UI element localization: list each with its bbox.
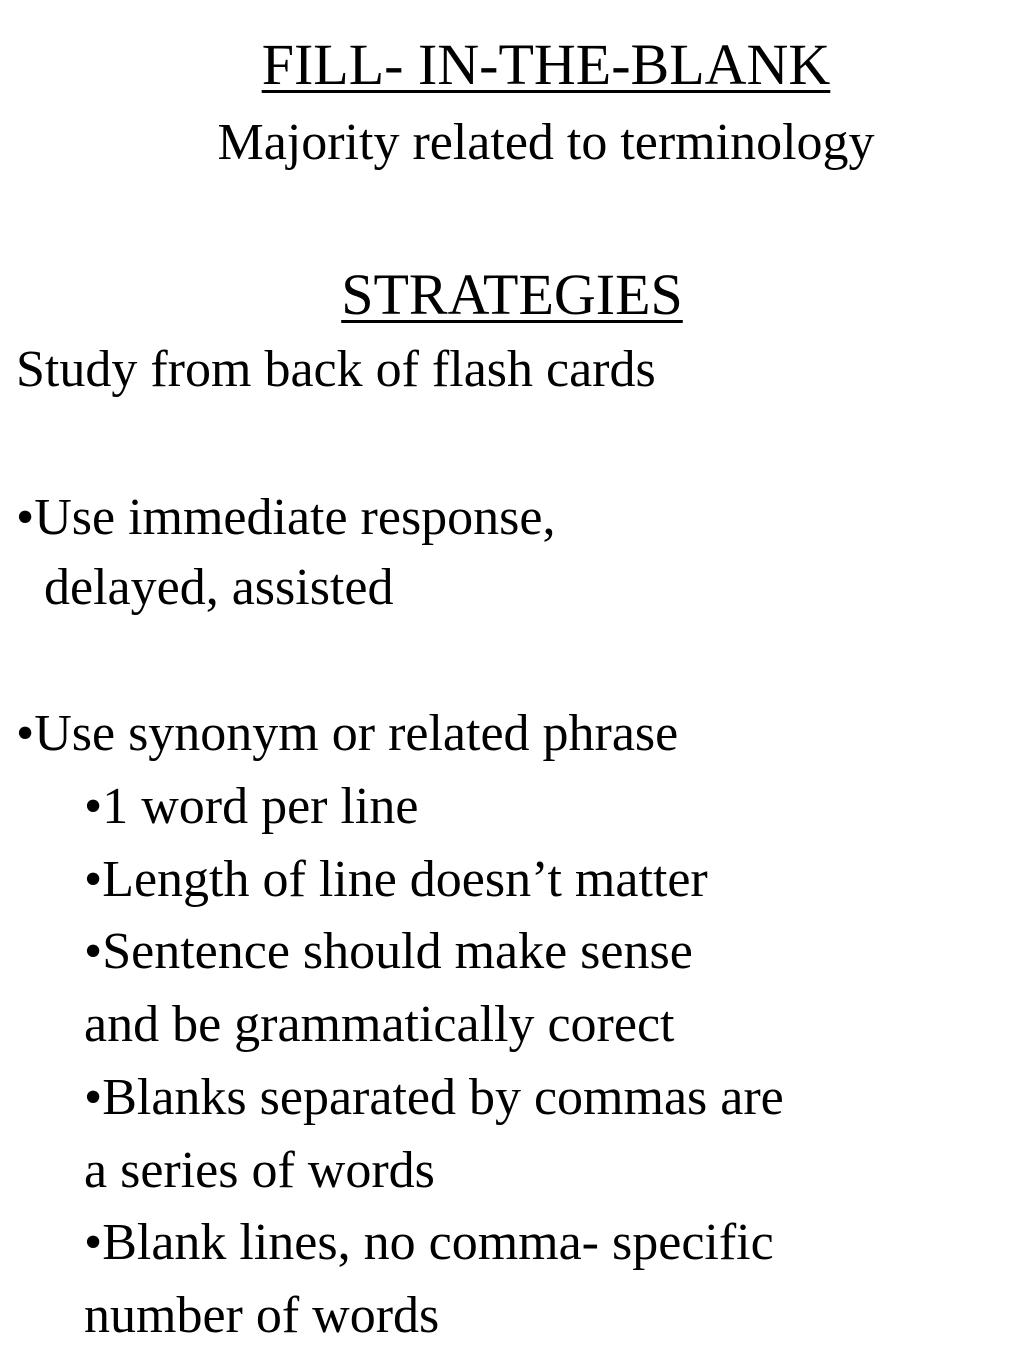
bullet-immediate-response-line-1: •Use immediate response, <box>16 489 556 546</box>
strategies-heading: STRATEGIES <box>341 262 683 327</box>
sub-bullet-sentence-line-1: •Sentence should make sense <box>84 923 693 980</box>
bullet-synonym: •Use synonym or related phrase <box>16 705 679 762</box>
sub-bullet-length-of-line: •Length of line doesn’t matter <box>84 851 708 908</box>
sub-bullet-one-word: •1 word per line <box>84 778 419 835</box>
sub-bullet-sentence-line-2: and be grammatically corect <box>84 996 675 1053</box>
intro-text: Study from back of flash cards <box>16 341 656 398</box>
sub-bullet-commas-line-1: •Blanks separated by commas are <box>84 1069 784 1126</box>
sub-bullet-blank-lines-line-2: number of words <box>84 1287 440 1344</box>
slide-title: FILL- IN-THE-BLANK <box>261 32 831 97</box>
slide-subtitle: Majority related to terminology <box>217 114 875 171</box>
sub-bullet-blank-lines-line-1: •Blank lines, no comma- specific <box>84 1214 774 1271</box>
bullet-immediate-response-line-2: delayed, assisted <box>44 559 394 616</box>
sub-bullet-commas-line-2: a series of words <box>84 1142 435 1199</box>
